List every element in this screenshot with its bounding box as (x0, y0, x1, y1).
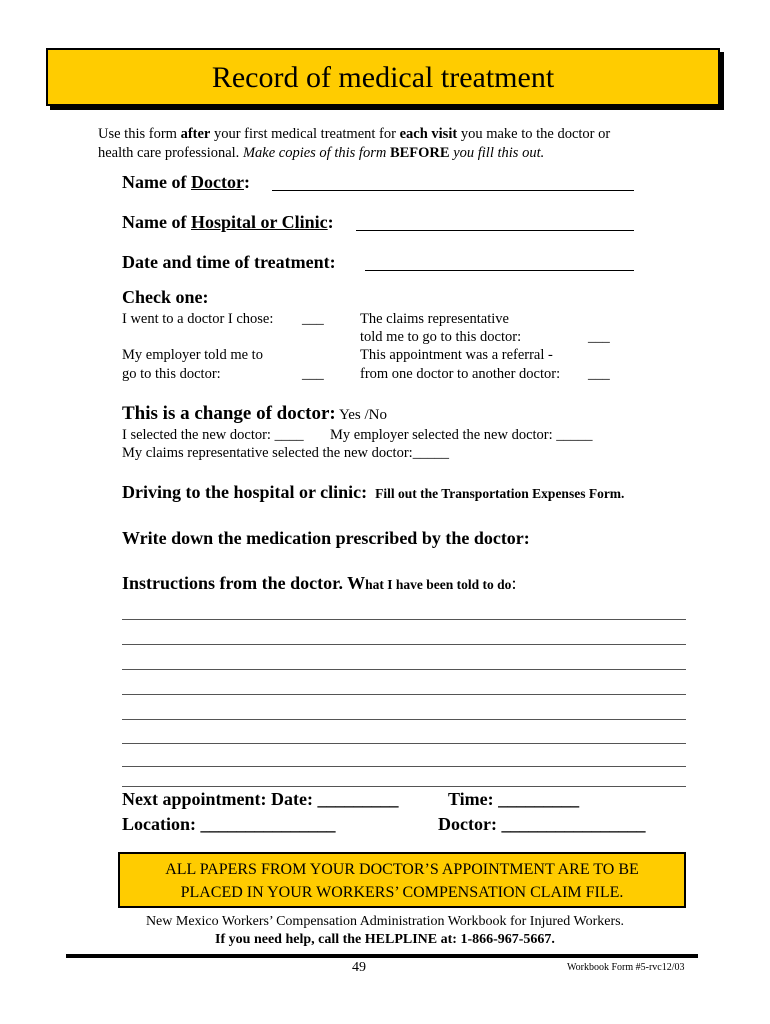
option-claims-rep-label-2: told me to go to this doctor: (360, 329, 522, 345)
doctor-name-field[interactable] (272, 190, 634, 191)
option-referral-checkbox[interactable]: ___ (588, 366, 610, 382)
option-referral-label: This appointment was a referral - (360, 347, 553, 363)
check-one-heading: Check one: (122, 287, 209, 307)
option-claims-rep-checkbox[interactable]: ___ (588, 329, 610, 345)
instructions-heading: Instructions from the doctor. What I have been told to do: (122, 573, 517, 593)
instruction-line[interactable] (122, 786, 686, 787)
next-appointment-date: Next appointment: Date: _________ (122, 789, 399, 809)
selected-new-doctor-claims-rep: My claims representative selected the new doctor:_____ (122, 445, 449, 461)
page-number: 49 (352, 960, 366, 975)
intro-italic: Make copies of this form (242, 145, 390, 161)
notice-line-2: PLACED IN YOUR WORKERS’ COMPENSATION CLAIM FILE. (180, 884, 624, 901)
intro-emphasis-before: BEFORE (389, 145, 450, 161)
notice-box (118, 852, 686, 908)
doctor-name-label: Name of Doctor: (122, 172, 250, 192)
medication-heading: Write down the medication prescribed by the doctor: (122, 528, 530, 548)
yes-no-choice[interactable]: Yes /No (335, 407, 388, 423)
intro-emphasis-each-visit: each visit (399, 126, 458, 142)
notice-line-1: ALL PAPERS FROM YOUR DOCTOR’S APPOINTMENT ARE TO BE (165, 861, 639, 878)
hospital-name-label: Name of Hospital or Clinic: (122, 212, 334, 232)
intro-italic: you fill this out. (449, 145, 545, 161)
option-employer-checkbox[interactable]: ___ (302, 366, 324, 382)
footer-divider (66, 954, 698, 958)
driving-note: Fill out the Transportation Expenses Form. (375, 486, 625, 501)
instruction-line[interactable] (122, 766, 686, 767)
change-of-doctor-heading: This is a change of doctor: (122, 403, 336, 424)
intro-text: you make to the doctor or (457, 126, 611, 142)
instruction-line[interactable] (122, 619, 686, 620)
intro-text: health care professional. (98, 145, 243, 161)
treatment-date-field[interactable] (365, 270, 634, 271)
treatment-date-label: Date and time of treatment: (122, 252, 336, 272)
instruction-line[interactable] (122, 743, 686, 744)
option-chose-doctor-checkbox[interactable]: ___ (302, 311, 324, 327)
instruction-line[interactable] (122, 694, 686, 695)
hospital-name-field[interactable] (356, 230, 634, 231)
intro-text: Use this form (98, 126, 181, 142)
intro-text: your first medical treatment for (210, 126, 400, 142)
driving-row (122, 482, 624, 503)
intro-line-2 (98, 145, 544, 162)
next-appointment-location: Location: _______________ (122, 814, 336, 834)
option-referral-label-2: from one doctor to another doctor: (360, 366, 561, 382)
next-appointment-time: Time: _________ (448, 789, 580, 809)
option-employer-label-2: go to this doctor: (122, 366, 221, 382)
next-appointment-doctor: Doctor: ________________ (438, 814, 646, 834)
option-chose-doctor-label: I went to a doctor I chose: (122, 311, 274, 327)
instruction-line[interactable] (122, 719, 686, 720)
footer-workbook: New Mexico Workers’ Compensation Administration Workbook for Injured Workers. (145, 914, 625, 929)
option-claims-rep-label: The claims representative (360, 311, 509, 327)
option-employer-label: My employer told me to (122, 347, 263, 363)
driving-heading: Driving to the hospital or clinic: (122, 482, 368, 502)
page-title: Record of medical treatment (46, 48, 720, 106)
instruction-line[interactable] (122, 644, 686, 645)
change-of-doctor-row (122, 403, 387, 425)
intro-line-1 (98, 126, 610, 143)
intro-emphasis-after: after (180, 126, 211, 142)
instruction-line[interactable] (122, 669, 686, 670)
selected-new-doctor-employer: My employer selected the new doctor: _____ (330, 427, 593, 443)
footer-helpline: If you need help, call the HELPLINE at: 1-866-967-5667. (215, 932, 555, 947)
selected-new-doctor-self: I selected the new doctor: ____ (122, 427, 304, 443)
form-number: Workbook Form #5-rvc12/03 (567, 962, 685, 973)
